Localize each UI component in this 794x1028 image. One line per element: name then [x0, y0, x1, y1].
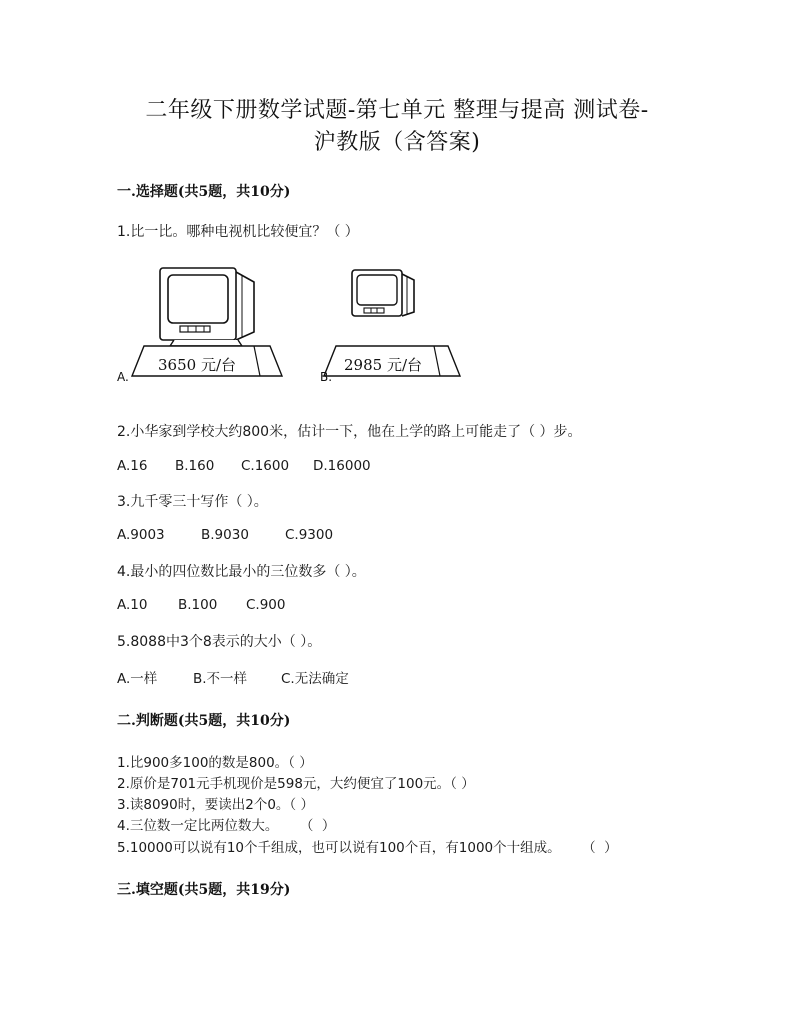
- section-heading-judge: 二.判断题(共5题，共10分): [117, 713, 291, 729]
- question-2-options: [117, 458, 371, 474]
- question-5-options: [117, 667, 349, 687]
- question-4: 4.最小的四位数比最小的三位数多（ ）。: [117, 564, 366, 580]
- judge-item: 4.三位数一定比两位数大。 （ ）: [117, 818, 336, 834]
- option-a-price: 3650 元/台: [158, 356, 236, 374]
- option: A.9003: [117, 527, 165, 543]
- option: C.无法确定: [281, 671, 349, 687]
- option: C.9300: [285, 527, 334, 543]
- judge-item: 2.原价是701元手机现价是598元，大约便宜了100元。（ ）: [117, 776, 475, 792]
- question-2: 2.小华家到学校大约800米，估计一下，他在上学的路上可能走了（ ）步。: [117, 424, 582, 440]
- page-title-line2: 沪教版（含答案): [313, 130, 481, 155]
- option: D.16000: [313, 458, 371, 474]
- option-b-label: B.: [320, 370, 333, 384]
- judge-item: 1.比900多100的数是800。（ ）: [117, 755, 313, 771]
- option: A.10: [117, 597, 148, 613]
- section-heading-fill: 三.填空题(共5题，共19分): [117, 882, 291, 898]
- page-title-line1: 二年级下册数学试题-第七单元 整理与提高 测试卷-: [145, 98, 649, 123]
- option: A.16: [117, 458, 148, 474]
- option-a-label: A.: [117, 370, 129, 384]
- option: B.100: [178, 597, 218, 613]
- question-4-options: [117, 597, 286, 613]
- judge-item: 3.读8090时，要读出2个0。（ ）: [117, 797, 314, 813]
- question-3: 3.九千零三十写作（ ）。: [117, 494, 268, 510]
- question-5: 5.8088中3个8表示的大小（ ）。: [117, 634, 322, 650]
- option: B.9030: [201, 527, 249, 543]
- judge-item: 5.10000可以说有10个千组成，也可以说有100个百，有1000个十组成。 （ ）: [117, 840, 618, 856]
- option: C.1600: [241, 458, 290, 474]
- option: B.160: [175, 458, 215, 474]
- option: A.一样: [117, 671, 158, 687]
- option: B.不一样: [193, 671, 248, 687]
- option-b-price: 2985 元/台: [344, 356, 422, 374]
- question-1: 1.比一比。哪种电视机比较便宜？（ ）: [117, 224, 359, 240]
- section-heading-choice: 一.选择题(共5题，共10分): [117, 184, 291, 200]
- option: C.900: [246, 597, 286, 613]
- question-3-options: [117, 527, 333, 543]
